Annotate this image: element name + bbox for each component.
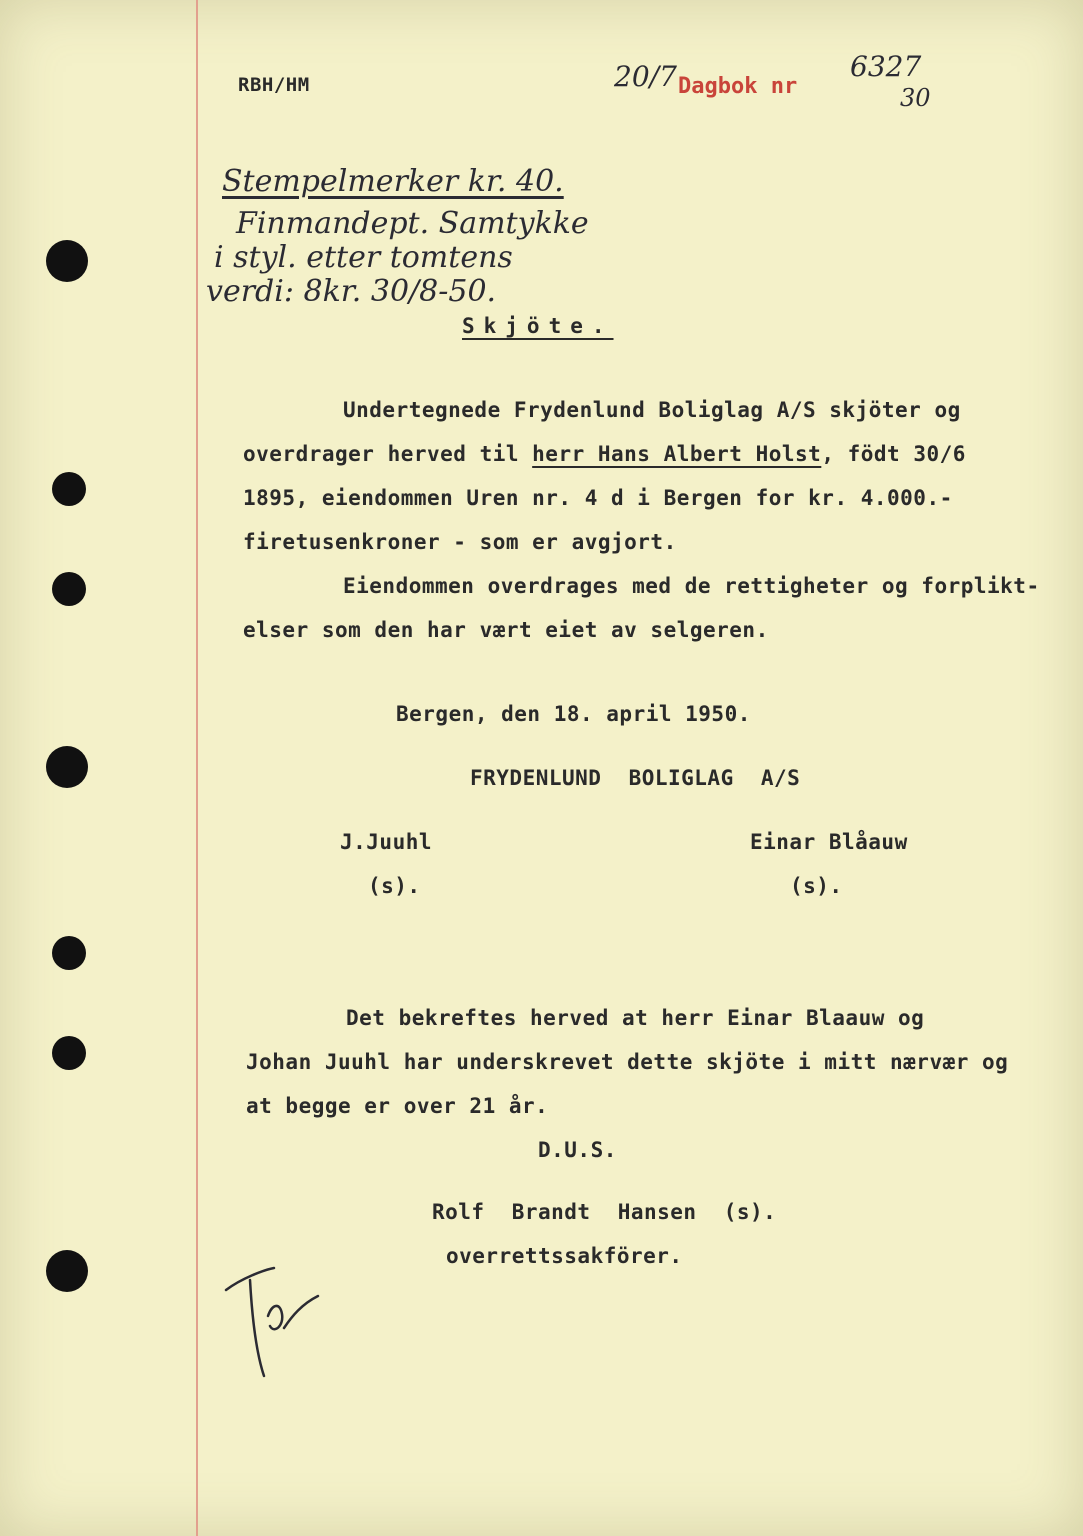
witness-title: overrettssakförer. (446, 1244, 683, 1268)
punch-hole (52, 572, 86, 606)
place-date: Bergen, den 18. april 1950. (396, 702, 751, 726)
body-line: firetusenkroner - som er avgjort. (243, 530, 677, 554)
margin-line (196, 0, 198, 1536)
punch-hole (46, 746, 88, 788)
dus-mark: D.U.S. (538, 1138, 617, 1162)
punch-hole (52, 1036, 86, 1070)
body-text: , födt 30/6 (821, 442, 966, 466)
stamp-number: 6327 (850, 50, 922, 83)
body-line: Eiendommen overdrages med de rettigheter og forplikt- (343, 574, 1040, 598)
punch-hole (52, 936, 86, 970)
body-line: elser som den har vært eiet av selgeren. (243, 618, 769, 642)
journal-stamp: Dagbok nr (678, 74, 798, 99)
handwritten-note-line: Stempelmerker kr. 40. (222, 164, 564, 199)
body-text: overdrager herved til (243, 442, 533, 466)
punch-hole (52, 472, 86, 506)
buyer-name: herr Hans Albert Holst (532, 442, 822, 466)
stamp-date: 20/7 (614, 60, 677, 93)
handwritten-note-line: i styl. etter tomtens (214, 240, 513, 275)
header-initials: RBH/HM (238, 74, 310, 96)
document-title: Skjöte. (462, 314, 614, 338)
signer-right-s: (s). (790, 874, 843, 898)
confirmation-line: Det bekreftes herved at herr Einar Blaauw og (346, 1006, 925, 1030)
body-line (243, 442, 966, 466)
confirmation-line: at begge er over 21 år. (246, 1094, 549, 1118)
signer-right-name: Einar Blåauw (750, 830, 908, 854)
body-line: 1895, eiendommen Uren nr. 4 d i Bergen for kr. 4.000.- (243, 486, 953, 510)
signer-left-s: (s). (368, 874, 421, 898)
handwritten-note-line: verdi: 8kr. 30/8-50. (206, 274, 497, 309)
confirmation-line: Johan Juuhl har underskrevet dette skjöte i mitt nærvær og (246, 1050, 1009, 1074)
initials-signature (212, 1256, 332, 1386)
handwritten-note-line: Finmandept. Samtykke (236, 206, 589, 241)
body-line: Undertegnede Frydenlund Boliglag A/S skjöter og (343, 398, 961, 422)
witness-name: Rolf Brandt Hansen (s). (432, 1200, 777, 1224)
punch-hole (46, 240, 88, 282)
punch-hole (46, 1250, 88, 1292)
company-name: FRYDENLUND BOLIGLAG A/S (470, 766, 801, 790)
stamp-sub: 30 (900, 84, 931, 112)
signer-left-name: J.Juuhl (340, 830, 433, 854)
